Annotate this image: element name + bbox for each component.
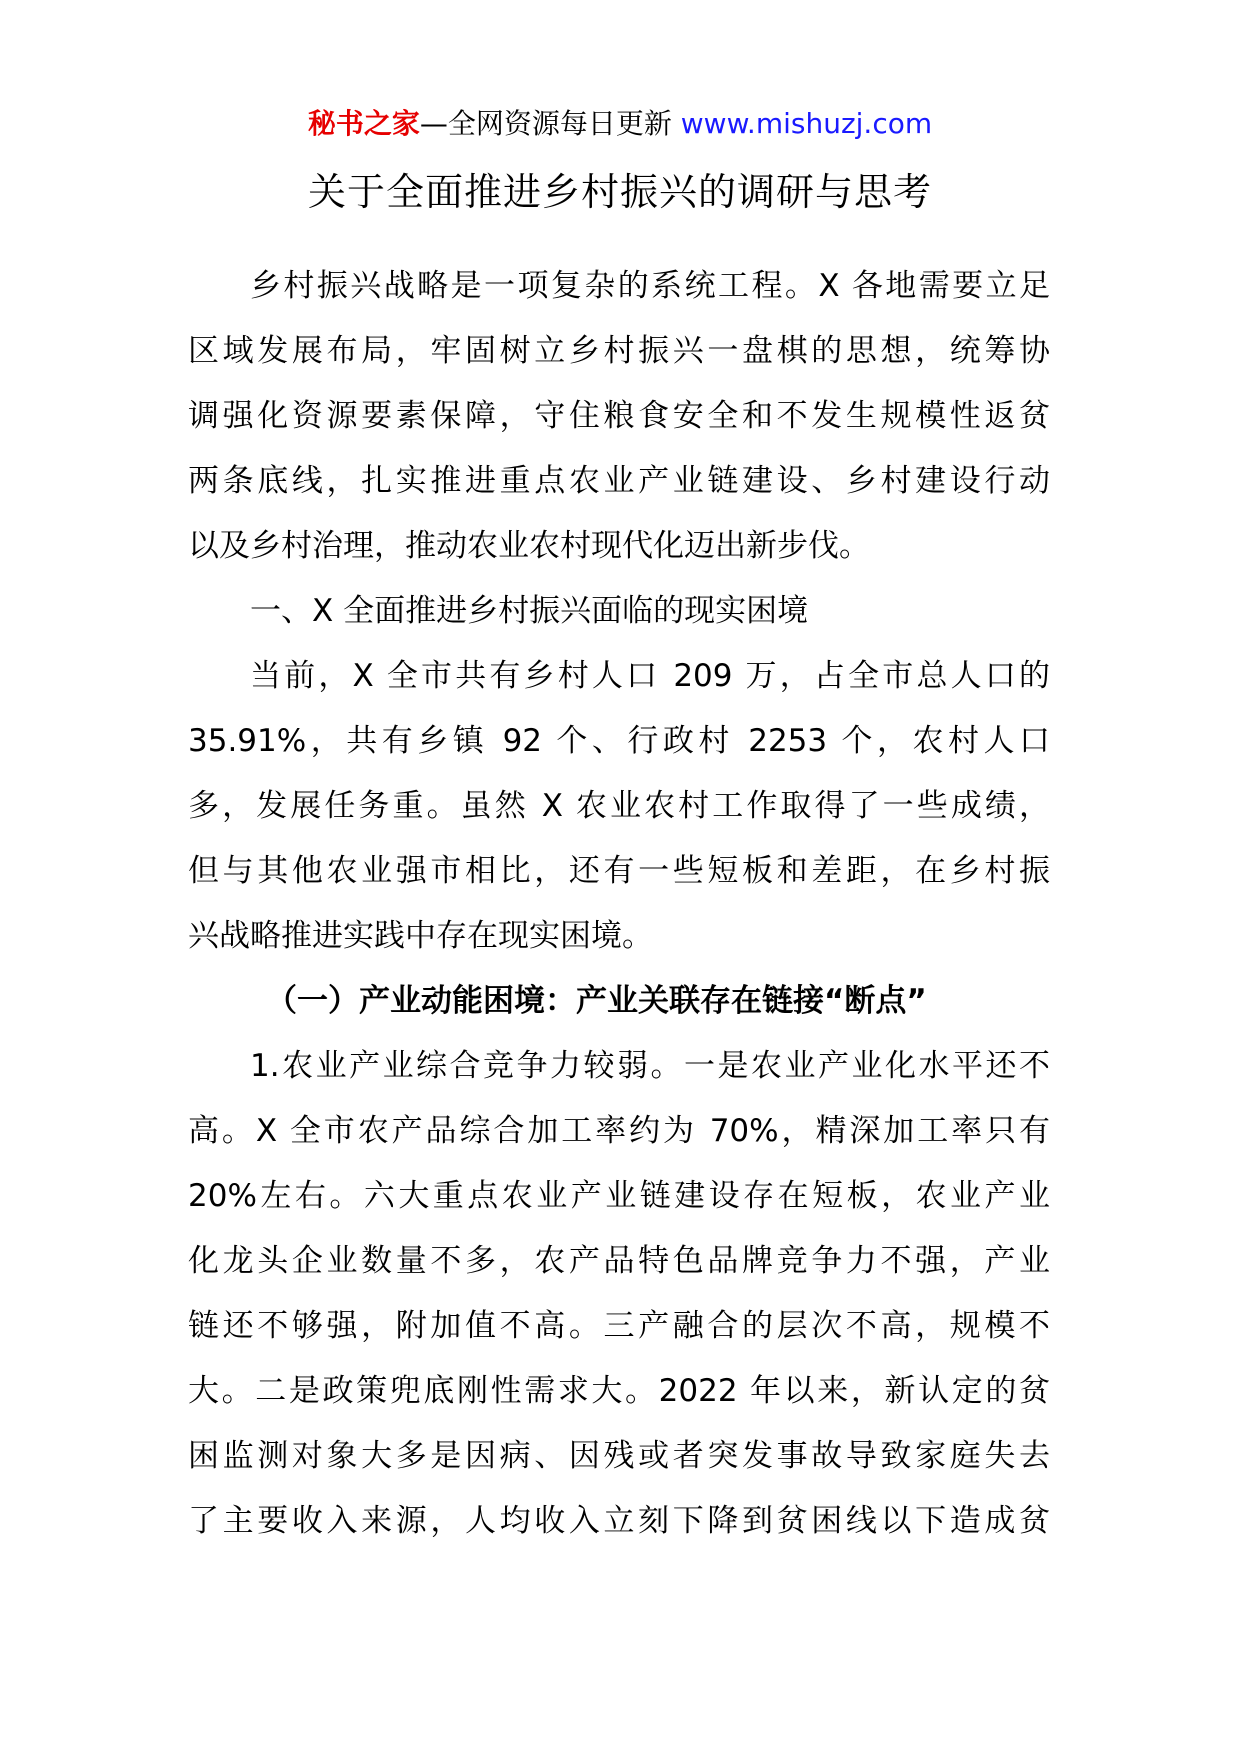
paragraph-line: 乡村振兴战略是一项复杂的系统工程。X 各地需要立足 <box>250 268 1050 304</box>
paragraph-line: 了主要收入来源，人均收入立刻下降到贫困线以下造成贫 <box>188 1503 1050 1539</box>
paragraph-line: 两条底线，扎实推进重点农业产业链建设、乡村建设行动 <box>188 463 1050 499</box>
paragraph-line: 以及乡村治理，推动农业农村现代化迈出新步伐。 <box>188 528 870 564</box>
site-url-link[interactable]: www.mishuzj.com <box>680 107 933 140</box>
header-tagline: —全网资源每日更新 <box>419 107 681 140</box>
subsection-heading: （一）产业动能困境：产业关联存在链接“断点” <box>266 983 927 1019</box>
paragraph-line: 1.农业产业综合竞争力较弱。一是农业产业化水平还不 <box>250 1048 1050 1084</box>
paragraph-line: 但与其他农业强市相比，还有一些短板和差距，在乡村振 <box>188 853 1050 889</box>
document-body <box>188 254 1050 1554</box>
paragraph-line: 链还不够强，附加值不高。三产融合的层次不高，规模不 <box>188 1308 1050 1344</box>
paragraph-line: 兴战略推进实践中存在现实困境。 <box>188 918 653 954</box>
paragraph-line: 区域发展布局，牢固树立乡村振兴一盘棋的思想，统筹协 <box>188 333 1050 369</box>
paragraph-line: 多，发展任务重。虽然 X 农业农村工作取得了一些成绩， <box>188 788 1050 824</box>
paragraph-line: 大。二是政策兜底刚性需求大。2022 年以来，新认定的贫 <box>188 1373 1050 1409</box>
brand-name: 秘书之家 <box>307 107 420 140</box>
paragraph-line: 化龙头企业数量不多，农产品特色品牌竞争力不强，产业 <box>188 1243 1050 1279</box>
paragraph-line: 困监测对象大多是因病、因残或者突发事故导致家庭失去 <box>188 1438 1050 1474</box>
paragraph-line: 调强化资源要素保障，守住粮食安全和不发生规模性返贫 <box>188 398 1050 434</box>
paragraph-line: 35.91%，共有乡镇 92 个、行政村 2253 个，农村人口 <box>188 723 1050 759</box>
section-heading: 一、X 全面推进乡村振兴面临的现实困境 <box>250 593 809 629</box>
site-header <box>0 104 1240 144</box>
document-title: 关于全面推进乡村振兴的调研与思考 <box>307 170 932 214</box>
paragraph-line: 当前，X 全市共有乡村人口 209 万，占全市总人口的 <box>250 658 1050 694</box>
paragraph-line: 高。X 全市农产品综合加工率约为 70%，精深加工率只有 <box>188 1113 1050 1149</box>
paragraph-line: 20%左右。六大重点农业产业链建设存在短板，农业产业 <box>188 1178 1050 1214</box>
